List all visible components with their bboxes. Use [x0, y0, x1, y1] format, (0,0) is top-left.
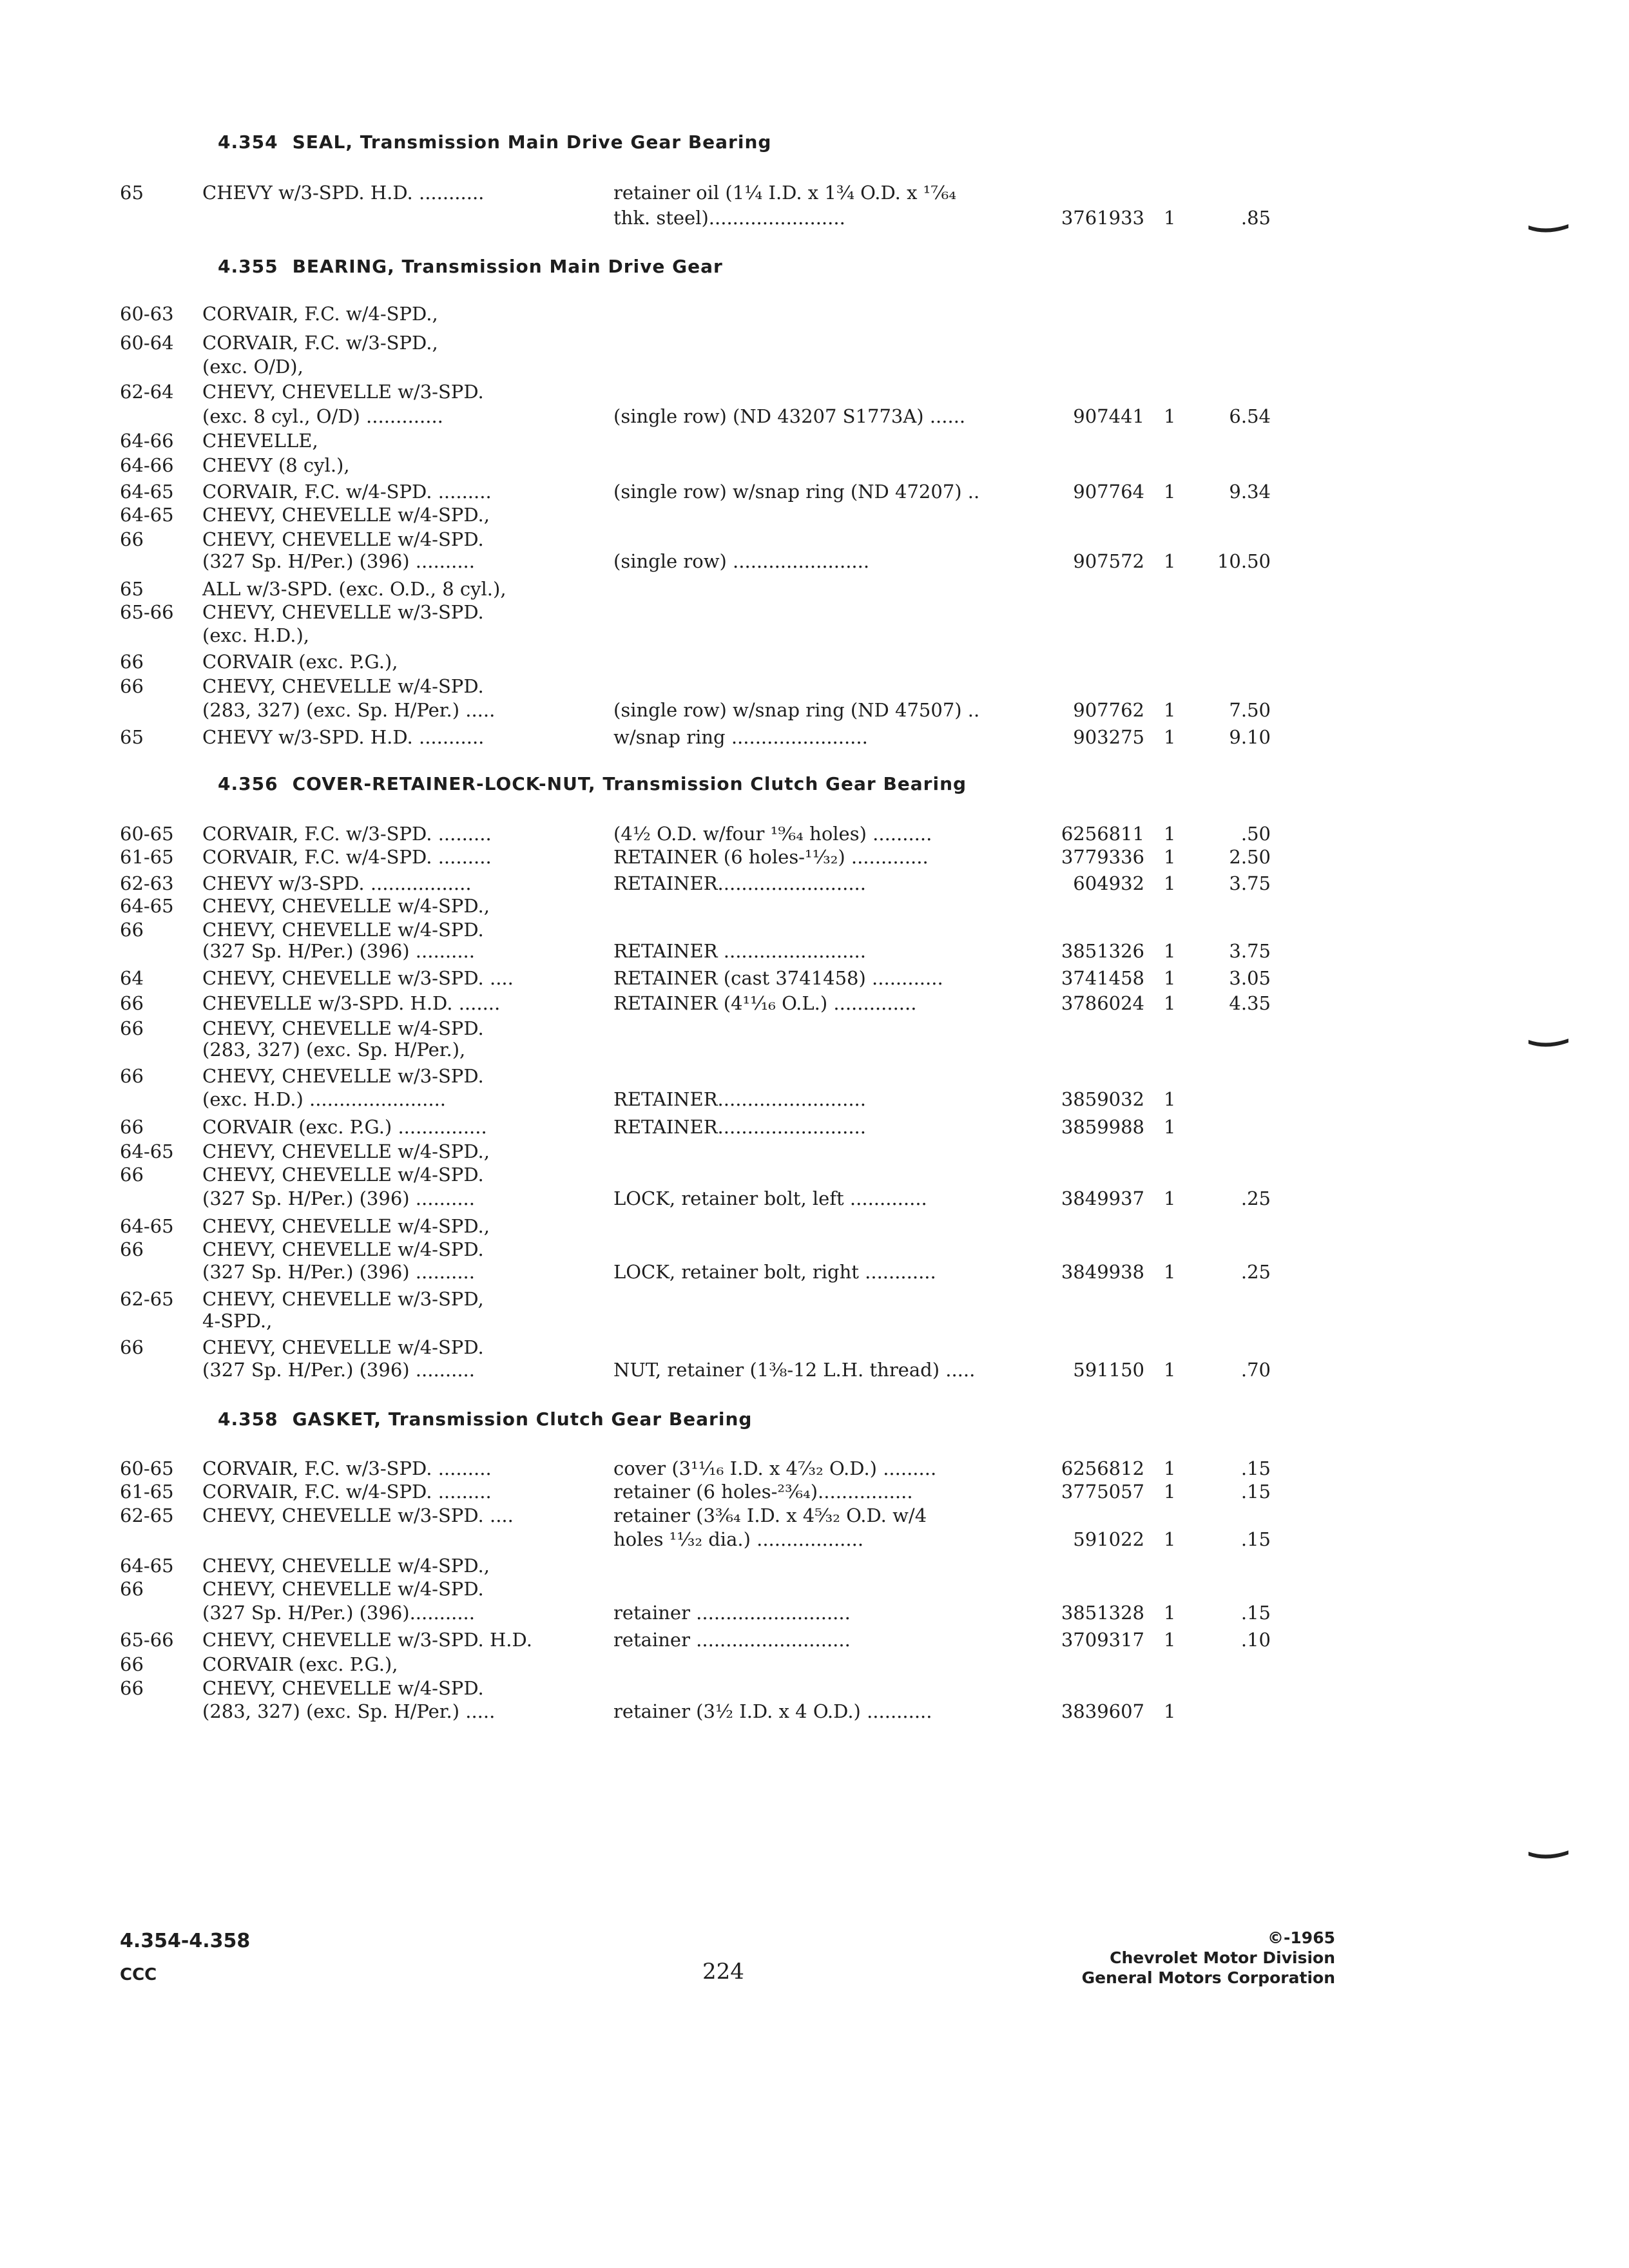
- model-cell: CORVAIR, F.C. w/3-SPD. .........: [202, 1457, 492, 1479]
- price-cell: .15: [1240, 1528, 1271, 1550]
- model-cell: CHEVY, CHEVELLE w/4-SPD.,: [202, 1215, 490, 1237]
- part-number-cell: 907762: [1073, 699, 1144, 721]
- section-number: 4.356: [218, 773, 278, 794]
- table-row: [0, 180, 1629, 206]
- model-cell: (exc. O/D),: [202, 356, 304, 378]
- model-cell: CHEVY, CHEVELLE w/3-SPD.: [202, 601, 484, 623]
- table-row: [0, 1162, 1629, 1187]
- part-number-cell: 3761933: [1061, 207, 1144, 229]
- description-cell: NUT, retainer (1⅜-12 L.H. thread) .....: [613, 1359, 976, 1381]
- copyright-line: ©-1965: [1268, 1928, 1335, 1947]
- quantity-cell: 1: [1164, 992, 1176, 1014]
- table-row: [0, 330, 1629, 356]
- model-cell: (exc. H.D.),: [202, 624, 309, 646]
- table-row: [0, 1086, 1629, 1112]
- table-row: [0, 844, 1629, 870]
- model-cell: CHEVY, CHEVELLE w/4-SPD.: [202, 528, 484, 550]
- year-cell: 66: [120, 919, 144, 941]
- table-row: [0, 622, 1629, 648]
- description-cell: RETAINER.........................: [613, 1116, 866, 1138]
- description-cell: RETAINER.........................: [613, 872, 866, 894]
- model-cell: CHEVY, CHEVELLE w/4-SPD.: [202, 1238, 484, 1260]
- part-number-cell: 3851328: [1061, 1602, 1144, 1624]
- price-cell: .15: [1240, 1481, 1271, 1503]
- quantity-cell: 1: [1164, 699, 1176, 721]
- model-cell: (327 Sp. H/Per.) (396) ..........: [202, 940, 475, 962]
- part-number-cell: 6256811: [1061, 823, 1144, 845]
- model-cell: CHEVY, CHEVELLE w/3-SPD. ....: [202, 967, 514, 989]
- quantity-cell: 1: [1164, 207, 1176, 229]
- model-cell: (327 Sp. H/Per.) (396) ..........: [202, 1359, 475, 1381]
- price-cell: 7.50: [1229, 699, 1271, 721]
- model-cell: CORVAIR, F.C. w/3-SPD.,: [202, 332, 438, 354]
- model-cell: (327 Sp. H/Per.) (396) ..........: [202, 1261, 475, 1283]
- description-cell: thk. steel).......................: [613, 207, 845, 229]
- model-cell: CORVAIR, F.C. w/4-SPD. .........: [202, 846, 492, 868]
- model-cell: (327 Sp. H/Per.) (396) ..........: [202, 1187, 475, 1209]
- section-range: 4.354-4.358: [120, 1930, 251, 1952]
- table-row: [0, 452, 1629, 478]
- description-cell: cover (3¹¹⁄₁₆ I.D. x 4⁷⁄₃₂ O.D.) .........: [613, 1457, 937, 1479]
- part-number-cell: 591150: [1073, 1359, 1144, 1381]
- year-cell: 64-65: [120, 1140, 174, 1162]
- description-cell: (single row) w/snap ring (ND 47507) ..: [613, 699, 980, 721]
- table-row: [0, 1139, 1629, 1164]
- table-row: [0, 870, 1629, 896]
- year-cell: 65-66: [120, 1629, 174, 1651]
- part-number-cell: 3839607: [1061, 1700, 1144, 1722]
- price-cell: .15: [1240, 1457, 1271, 1479]
- model-cell: CHEVY, CHEVELLE w/4-SPD.,: [202, 1140, 490, 1162]
- year-cell: 65: [120, 726, 144, 748]
- model-cell: CHEVY, CHEVELLE w/4-SPD.: [202, 1336, 484, 1358]
- price-cell: 9.34: [1229, 481, 1271, 503]
- model-cell: (exc. 8 cyl., O/D) .............: [202, 405, 443, 427]
- year-cell: 64-65: [120, 1555, 174, 1577]
- table-row: [0, 599, 1629, 625]
- description-cell: (4½ O.D. w/four ¹⁹⁄₆₄ holes) ..........: [613, 823, 932, 845]
- year-cell: 62-65: [120, 1504, 174, 1526]
- year-cell: 64-65: [120, 1215, 174, 1237]
- description-cell: w/snap ring .......................: [613, 726, 868, 748]
- table-row: [0, 1576, 1629, 1602]
- part-number-cell: 591022: [1073, 1528, 1144, 1550]
- table-row: [0, 1627, 1629, 1653]
- description-cell: (single row) w/snap ring (ND 47207) ..: [613, 481, 980, 503]
- model-cell: (283, 327) (exc. Sp. H/Per.) .....: [202, 1700, 496, 1722]
- description-cell: RETAINER (cast 3741458) ............: [613, 967, 943, 989]
- table-row: [0, 379, 1629, 405]
- part-number-cell: 6256812: [1061, 1457, 1144, 1479]
- quantity-cell: 1: [1164, 1700, 1176, 1722]
- table-row: [0, 990, 1629, 1016]
- description-cell: RETAINER.........................: [613, 1088, 866, 1110]
- quantity-cell: 1: [1164, 823, 1176, 845]
- year-cell: 65: [120, 578, 144, 600]
- description-cell: (single row) .......................: [613, 550, 870, 572]
- quantity-cell: 1: [1164, 550, 1176, 572]
- quantity-cell: 1: [1164, 967, 1176, 989]
- part-number-cell: 3709317: [1061, 1629, 1144, 1651]
- table-row: [0, 649, 1629, 675]
- quantity-cell: 1: [1164, 1528, 1176, 1550]
- part-number-cell: 3859988: [1061, 1116, 1144, 1138]
- year-cell: 64-65: [120, 504, 174, 526]
- price-cell: .25: [1240, 1261, 1271, 1283]
- year-cell: 65-66: [120, 601, 174, 623]
- year-cell: 62-65: [120, 1288, 174, 1310]
- section-title: BEARING, Transmission Main Drive Gear: [292, 256, 723, 277]
- quantity-cell: 1: [1164, 1116, 1176, 1138]
- price-cell: 2.50: [1229, 846, 1271, 868]
- year-cell: 65: [120, 182, 144, 204]
- model-cell: 4-SPD.,: [202, 1310, 273, 1332]
- part-number-cell: 3741458: [1061, 967, 1144, 989]
- price-cell: 10.50: [1217, 550, 1271, 572]
- part-number-cell: 3786024: [1061, 992, 1144, 1014]
- price-cell: .70: [1240, 1359, 1271, 1381]
- section-heading: [218, 773, 967, 794]
- model-cell: CHEVELLE,: [202, 430, 318, 452]
- part-number-cell: 3779336: [1061, 846, 1144, 868]
- table-row: [0, 479, 1629, 505]
- model-cell: CHEVY w/3-SPD. H.D. ...........: [202, 182, 485, 204]
- model-cell: CHEVY w/3-SPD. H.D. ...........: [202, 726, 485, 748]
- year-cell: 60-64: [120, 332, 174, 354]
- table-row: [0, 428, 1629, 454]
- model-cell: CHEVY, CHEVELLE w/4-SPD.,: [202, 1555, 490, 1577]
- year-cell: 66: [120, 1336, 144, 1358]
- description-cell: retainer oil (1¼ I.D. x 1¾ O.D. x ¹⁷⁄₆₄: [613, 182, 957, 204]
- year-cell: 60-65: [120, 1457, 174, 1479]
- model-cell: (283, 327) (exc. Sp. H/Per.),: [202, 1039, 466, 1061]
- quantity-cell: 1: [1164, 1457, 1176, 1479]
- model-cell: CORVAIR, F.C. w/4-SPD.,: [202, 303, 438, 325]
- model-cell: CHEVY, CHEVELLE w/3-SPD.: [202, 381, 484, 403]
- year-cell: 64-66: [120, 430, 174, 452]
- year-cell: 66: [120, 1164, 144, 1186]
- model-cell: CORVAIR (exc. P.G.) ...............: [202, 1116, 487, 1138]
- table-row: [0, 1186, 1629, 1211]
- year-cell: 66: [120, 675, 144, 697]
- part-number-cell: 3775057: [1061, 1481, 1144, 1503]
- price-cell: 3.75: [1229, 872, 1271, 894]
- table-row: [0, 1526, 1629, 1552]
- description-cell: LOCK, retainer bolt, left .............: [613, 1187, 927, 1209]
- year-cell: 61-65: [120, 846, 174, 868]
- table-row: [0, 821, 1629, 847]
- table-row: [0, 1213, 1629, 1239]
- table-row: [0, 1600, 1629, 1626]
- year-cell: 66: [120, 651, 144, 673]
- quantity-cell: 1: [1164, 846, 1176, 868]
- quantity-cell: 1: [1164, 1261, 1176, 1283]
- quantity-cell: 1: [1164, 726, 1176, 748]
- table-row: [0, 673, 1629, 699]
- description-cell: holes ¹¹⁄₃₂ dia.) ..................: [613, 1528, 864, 1550]
- price-cell: .85: [1240, 207, 1271, 229]
- year-cell: 66: [120, 1677, 144, 1699]
- section-title: GASKET, Transmission Clutch Gear Bearing: [292, 1408, 753, 1430]
- model-cell: CHEVY, CHEVELLE w/4-SPD.: [202, 919, 484, 941]
- price-cell: 3.05: [1229, 967, 1271, 989]
- year-cell: 62-64: [120, 381, 174, 403]
- model-cell: (327 Sp. H/Per.) (396)...........: [202, 1602, 475, 1624]
- price-cell: 4.35: [1229, 992, 1271, 1014]
- year-cell: 60-65: [120, 823, 174, 845]
- table-row: [0, 576, 1629, 602]
- table-row: [0, 724, 1629, 750]
- model-cell: CHEVY, CHEVELLE w/4-SPD.,: [202, 895, 490, 917]
- model-cell: CHEVELLE w/3-SPD. H.D. .......: [202, 992, 501, 1014]
- page-number: 224: [702, 1959, 744, 1984]
- description-cell: RETAINER ........................: [613, 940, 866, 962]
- table-row: [0, 1063, 1629, 1089]
- section-number: 4.358: [218, 1408, 278, 1430]
- table-row: [0, 1651, 1629, 1677]
- quantity-cell: 1: [1164, 1481, 1176, 1503]
- part-number-cell: 3849937: [1061, 1187, 1144, 1209]
- model-cell: (327 Sp. H/Per.) (396) ..........: [202, 550, 475, 572]
- table-row: [0, 354, 1629, 380]
- table-row: [0, 1357, 1629, 1383]
- section-number: 4.355: [218, 256, 278, 277]
- quantity-cell: 1: [1164, 1187, 1176, 1209]
- model-cell: CHEVY, CHEVELLE w/4-SPD.: [202, 1017, 484, 1039]
- part-number-cell: 907764: [1073, 481, 1144, 503]
- model-cell: ALL w/3-SPD. (exc. O.D., 8 cyl.),: [202, 578, 506, 600]
- part-number-cell: 3859032: [1061, 1088, 1144, 1110]
- model-cell: CORVAIR, F.C. w/3-SPD. .........: [202, 823, 492, 845]
- quantity-cell: 1: [1164, 1602, 1176, 1624]
- section-number: 4.354: [218, 131, 278, 153]
- part-number-cell: 907572: [1073, 550, 1144, 572]
- year-cell: 66: [120, 992, 144, 1014]
- price-cell: 3.75: [1229, 940, 1271, 962]
- part-number-cell: 903275: [1073, 726, 1144, 748]
- price-cell: .25: [1240, 1187, 1271, 1209]
- table-row: [0, 301, 1629, 327]
- year-cell: 61-65: [120, 1481, 174, 1503]
- description-cell: LOCK, retainer bolt, right ............: [613, 1261, 936, 1283]
- section-title: COVER-RETAINER-LOCK-NUT, Transmission Clutch Gear Bearing: [292, 773, 967, 794]
- model-cell: CHEVY, CHEVELLE w/4-SPD.,: [202, 504, 490, 526]
- quantity-cell: 1: [1164, 1629, 1176, 1651]
- model-cell: (283, 327) (exc. Sp. H/Per.) .....: [202, 699, 496, 721]
- year-cell: 66: [120, 1017, 144, 1039]
- year-cell: 66: [120, 1578, 144, 1600]
- table-row: [0, 1675, 1629, 1701]
- quantity-cell: 1: [1164, 872, 1176, 894]
- model-cell: CHEVY, CHEVELLE w/3-SPD. H.D.: [202, 1629, 532, 1651]
- binding-mark-icon: [1527, 223, 1570, 235]
- quantity-cell: 1: [1164, 1359, 1176, 1381]
- table-row: [0, 1114, 1629, 1140]
- table-row: [0, 1479, 1629, 1504]
- year-cell: 64-65: [120, 895, 174, 917]
- quantity-cell: 1: [1164, 1088, 1176, 1110]
- part-number-cell: 604932: [1073, 872, 1144, 894]
- year-cell: 62-63: [120, 872, 174, 894]
- description-cell: retainer ..........................: [613, 1629, 851, 1651]
- table-row: [0, 1456, 1629, 1481]
- price-cell: 6.54: [1229, 405, 1271, 427]
- table-row: [0, 502, 1629, 528]
- model-cell: CORVAIR, F.C. w/4-SPD. .........: [202, 481, 492, 503]
- model-cell: CHEVY, CHEVELLE w/4-SPD.: [202, 1578, 484, 1600]
- description-cell: retainer (6 holes-²³⁄₆₄)................: [613, 1481, 913, 1503]
- year-cell: 66: [120, 1238, 144, 1260]
- price-cell: .10: [1240, 1629, 1271, 1651]
- description-cell: retainer (3½ I.D. x 4 O.D.) ...........: [613, 1700, 932, 1722]
- year-cell: 64-66: [120, 454, 174, 476]
- price-cell: .15: [1240, 1602, 1271, 1624]
- table-row: [0, 1503, 1629, 1528]
- model-cell: CHEVY, CHEVELLE w/3-SPD.: [202, 1065, 484, 1087]
- table-row: [0, 1698, 1629, 1724]
- year-cell: 60-63: [120, 303, 174, 325]
- table-row: [0, 1259, 1629, 1285]
- quantity-cell: 1: [1164, 405, 1176, 427]
- part-number-cell: 907441: [1073, 405, 1144, 427]
- model-cell: (exc. H.D.) .......................: [202, 1088, 447, 1110]
- table-row: [0, 1037, 1629, 1062]
- table-row: [0, 205, 1629, 231]
- table-row: [0, 1236, 1629, 1262]
- section-heading: [218, 1408, 752, 1430]
- table-row: [0, 1334, 1629, 1360]
- year-cell: 64: [120, 967, 144, 989]
- description-cell: retainer (3³⁄₆₄ I.D. x 4⁵⁄₃₂ O.D. w/4: [613, 1504, 927, 1526]
- price-cell: .50: [1240, 823, 1271, 845]
- table-row: [0, 697, 1629, 723]
- model-cell: CHEVY, CHEVELLE w/3-SPD. ....: [202, 1504, 514, 1526]
- year-cell: 66: [120, 528, 144, 550]
- quantity-cell: 1: [1164, 481, 1176, 503]
- description-cell: RETAINER (4¹¹⁄₁₆ O.L.) ..............: [613, 992, 917, 1014]
- model-cell: CHEVY, CHEVELLE w/4-SPD.: [202, 1164, 484, 1186]
- publisher-block: [1082, 1928, 1335, 1988]
- table-row: [0, 1308, 1629, 1334]
- description-cell: retainer ..........................: [613, 1602, 851, 1624]
- table-row: [0, 403, 1629, 429]
- binding-mark-icon: [1527, 1037, 1570, 1049]
- model-cell: CHEVY, CHEVELLE w/4-SPD.: [202, 675, 484, 697]
- table-row: [0, 548, 1629, 574]
- catalog-code: CCC: [120, 1965, 157, 1984]
- year-cell: 64-65: [120, 481, 174, 503]
- binding-mark-icon: [1527, 1849, 1570, 1861]
- model-cell: CORVAIR, F.C. w/4-SPD. .........: [202, 1481, 492, 1503]
- year-cell: 66: [120, 1065, 144, 1087]
- model-cell: CORVAIR (exc. P.G.),: [202, 1653, 398, 1675]
- price-cell: 9.10: [1229, 726, 1271, 748]
- year-cell: 66: [120, 1653, 144, 1675]
- section-heading: [218, 256, 723, 277]
- table-row: [0, 965, 1629, 991]
- model-cell: CHEVY (8 cyl.),: [202, 454, 350, 476]
- year-cell: 66: [120, 1116, 144, 1138]
- model-cell: CHEVY, CHEVELLE w/3-SPD,: [202, 1288, 484, 1310]
- section-heading: [218, 131, 771, 153]
- model-cell: CORVAIR (exc. P.G.),: [202, 651, 398, 673]
- section-title: SEAL, Transmission Main Drive Gear Bearing: [292, 131, 772, 153]
- description-cell: RETAINER (6 holes-¹¹⁄₃₂) .............: [613, 846, 929, 868]
- model-cell: CHEVY, CHEVELLE w/4-SPD.: [202, 1677, 484, 1699]
- description-cell: (single row) (ND 43207 S1773A) ......: [613, 405, 966, 427]
- corporation-line: General Motors Corporation: [1081, 1968, 1335, 1987]
- table-row: [0, 893, 1629, 919]
- model-cell: CHEVY w/3-SPD. .................: [202, 872, 472, 894]
- table-row: [0, 938, 1629, 964]
- part-number-cell: 3849938: [1061, 1261, 1144, 1283]
- part-number-cell: 3851326: [1061, 940, 1144, 962]
- table-row: [0, 1553, 1629, 1579]
- quantity-cell: 1: [1164, 940, 1176, 962]
- division-line: Chevrolet Motor Division: [1110, 1948, 1335, 1967]
